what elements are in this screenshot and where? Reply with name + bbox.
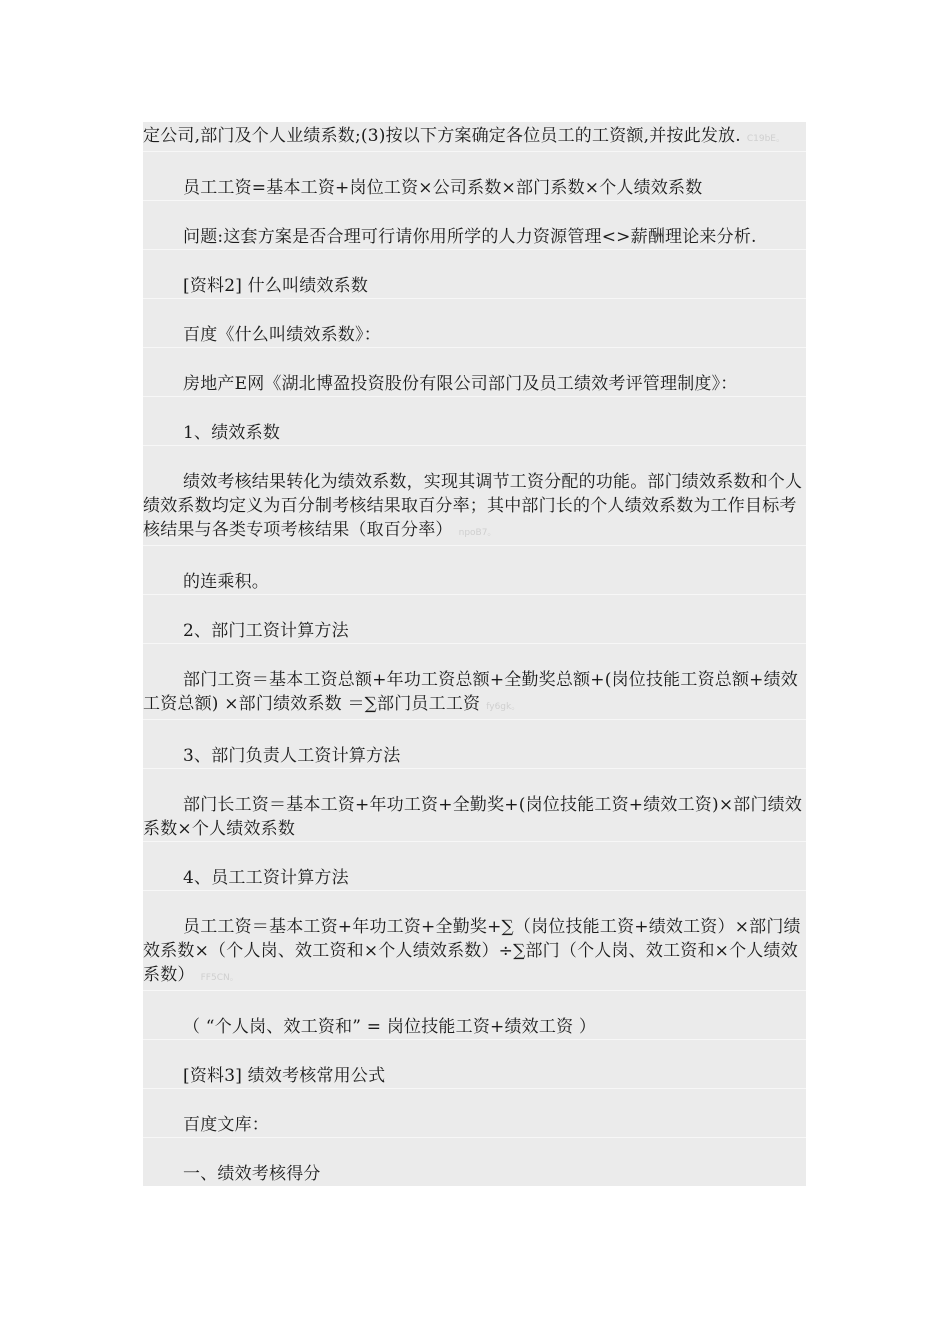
paragraph-gap (143, 200, 806, 223)
paragraph-18-text: 百度文库： (183, 1115, 269, 1135)
paragraph-gap (143, 396, 806, 419)
paragraph-gap (143, 841, 806, 864)
paragraph-gap (143, 719, 806, 742)
paragraph-12-text: 3、部门负责人工资计算方法 (183, 746, 401, 766)
paragraph-11-text: 部门工资＝基本工资总额+年功工资总额+全勤奖总额+(岗位技能工资总额+绩效工资总额) ×部门绩效系数 ＝∑部门员工工资 (143, 670, 799, 714)
paragraph-gap (143, 1039, 806, 1062)
paragraph-gap (143, 545, 806, 568)
watermark-text: npoB7。 (458, 528, 497, 538)
paragraph-1 (143, 122, 806, 151)
paragraph-5 (143, 321, 806, 347)
paragraph-19 (143, 1160, 806, 1186)
paragraph-13-text: 部门长工资＝基本工资+年功工资+全勤奖+(岗位技能工资+绩效工资)×部门绩效系数×个人绩效系数 (143, 795, 803, 839)
paragraph-5-text: 百度《什么叫绩效系数》： (183, 325, 381, 345)
paragraph-12 (143, 742, 806, 768)
paragraph-gap (143, 445, 806, 468)
paragraph-14 (143, 864, 806, 890)
document-body (143, 122, 806, 1186)
paragraph-8 (143, 468, 806, 545)
paragraph-16 (143, 1013, 806, 1039)
paragraph-2 (143, 174, 806, 200)
paragraph-18 (143, 1111, 806, 1137)
paragraph-8-text: 绩效考核结果转化为绩效系数，实现其调节工资分配的功能。部门绩效系数和个人绩效系数均定义为百分制考核结果取百分率；其中部门长的个人绩效系数为工作目标考核结果与各类专项考核结果（取百分率） (143, 472, 803, 540)
paragraph-4 (143, 272, 806, 298)
paragraph-4-text: [资料2] 什么叫绩效系数 (183, 276, 369, 296)
paragraph-gap (143, 151, 806, 174)
paragraph-gap (143, 298, 806, 321)
paragraph-2-text: 员工工资=基本工资+岗位工资×公司系数×部门系数×个人绩效系数 (183, 178, 703, 198)
paragraph-gap (143, 890, 806, 913)
paragraph-7 (143, 419, 806, 445)
watermark-text: C19bE。 (746, 134, 785, 144)
paragraph-15-text: 员工工资＝基本工资+年功工资+全勤奖+∑（岗位技能工资+绩效工资）×部门绩效系数×（个人岗、效工资和×个人绩效系数）÷∑部门（个人岗、效工资和×个人绩效系数） (143, 917, 801, 985)
paragraph-17-text: [资料3] 绩效考核常用公式 (183, 1066, 386, 1086)
paragraph-19-text: 一、绩效考核得分 (183, 1164, 321, 1184)
paragraph-7-text: 1、绩效系数 (183, 423, 281, 443)
paragraph-10 (143, 617, 806, 643)
paragraph-gap (143, 594, 806, 617)
paragraph-6 (143, 370, 806, 396)
paragraph-9 (143, 568, 806, 594)
paragraph-11 (143, 666, 806, 719)
watermark-text: FF5CN。 (200, 973, 239, 983)
paragraph-17 (143, 1062, 806, 1088)
paragraph-3-text: 问题:这套方案是否合理可行请你用所学的人力资源管理<>薪酬理论来分析. (183, 227, 757, 247)
paragraph-gap (143, 1137, 806, 1160)
paragraph-9-text: 的连乘积。 (183, 572, 269, 592)
paragraph-3 (143, 223, 806, 249)
paragraph-gap (143, 1088, 806, 1111)
paragraph-gap (143, 768, 806, 791)
paragraph-gap (143, 347, 806, 370)
paragraph-10-text: 2、部门工资计算方法 (183, 621, 349, 641)
paragraph-13 (143, 791, 806, 841)
paragraph-14-text: 4、员工工资计算方法 (183, 868, 349, 888)
paragraph-gap (143, 643, 806, 666)
watermark-text: fy6gk。 (486, 702, 521, 712)
paragraph-1-text: 定公司,部门及个人业绩系数;(3)按以下方案确定各位员工的工资额,并按此发放. (143, 126, 741, 146)
paragraph-16-text: （ “个人岗、效工资和” = 岗位技能工资+绩效工资 ） (183, 1017, 597, 1037)
paragraph-6-text: 房地产E网《湖北博盈投资股份有限公司部门及员工绩效考评管理制度》： (183, 374, 738, 394)
paragraph-15 (143, 913, 806, 990)
paragraph-gap (143, 249, 806, 272)
paragraph-gap (143, 990, 806, 1013)
